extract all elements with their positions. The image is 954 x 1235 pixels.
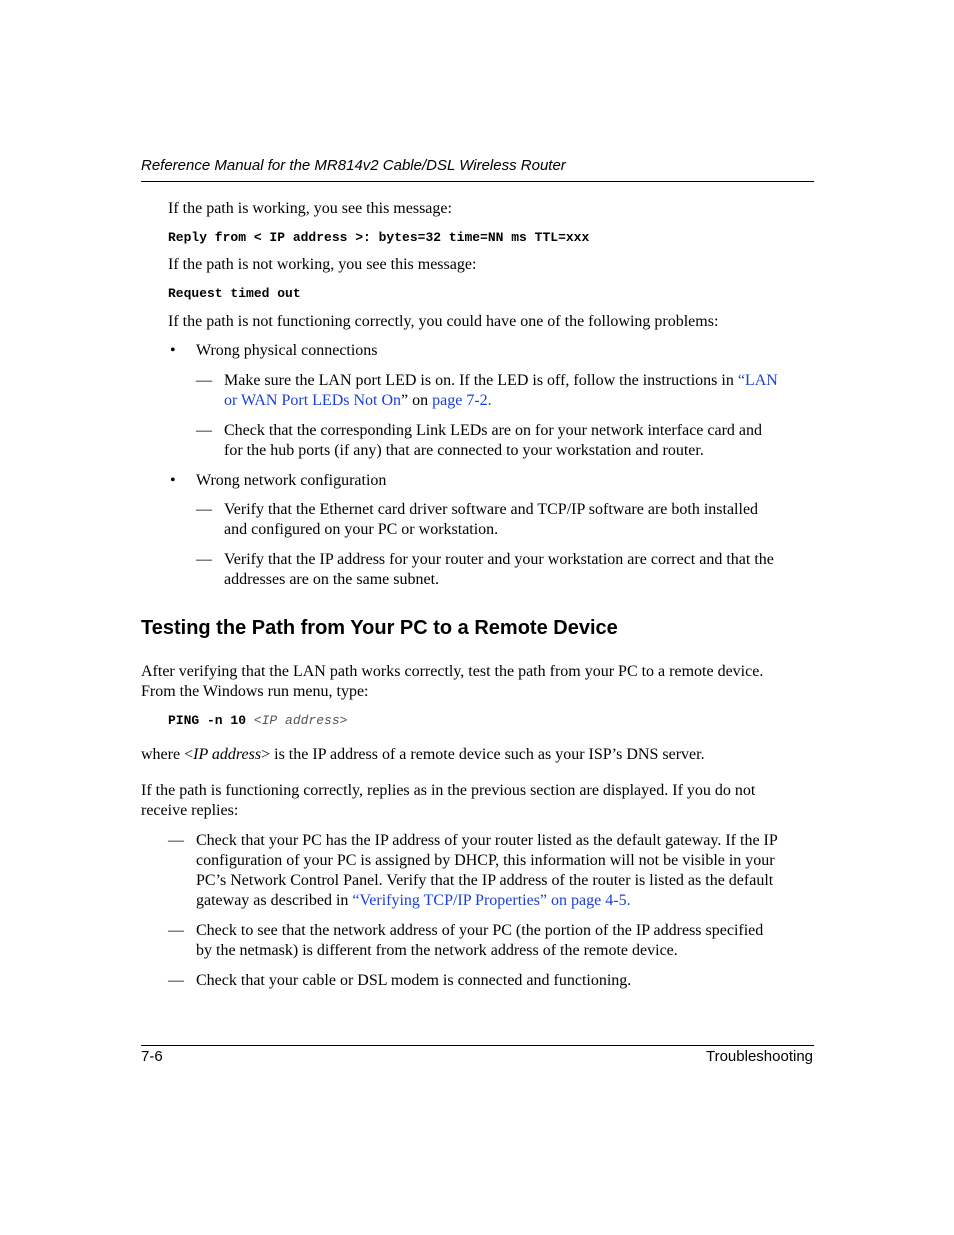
header-rule — [141, 181, 814, 182]
dash-item: Make sure the LAN port LED is on. If the LED is off, follow the instructions in “LAN or WAN Port LEDs Not On” on page 7-2. — [224, 372, 778, 409]
running-header: Reference Manual for the MR814v2 Cable/DSL Wireless Router — [141, 157, 566, 174]
code-line: PING -n 10 <IP address> — [168, 713, 348, 728]
link-lan-wan-leds[interactable]: “LAN — [737, 372, 778, 389]
dash-item: Check that the corresponding Link LEDs are on for your network interface card and for the hub ports (if any) that are connected to your workstation and router. — [224, 422, 763, 459]
link-page-7-2[interactable]: page 7-2 — [432, 392, 488, 409]
footer-rule — [141, 1045, 814, 1046]
page-number: 7-6 — [141, 1048, 163, 1065]
dash-item: Check that your cable or DSL modem is connected and functioning. — [196, 972, 632, 989]
link-lan-wan-leds[interactable]: or WAN Port LEDs Not On — [224, 392, 402, 409]
dash-glyph: — — [168, 972, 184, 989]
paragraph: If the path is not functioning correctly, you could have one of the following problems: — [168, 313, 719, 330]
link-verifying-tcpip[interactable]: “Verifying TCP/IP Properties” on page 4-5 — [352, 892, 627, 909]
code-line: Reply from < IP address >: bytes=32 time=NN ms TTL=xxx — [168, 230, 590, 245]
dash-glyph: — — [168, 922, 184, 939]
paragraph: If the path is not working, you see this message: — [168, 256, 477, 273]
chapter-name: Troubleshooting — [705, 1048, 813, 1065]
bullet-item: Wrong network configuration — [196, 472, 387, 489]
section-heading: Testing the Path from Your PC to a Remote Device — [141, 617, 618, 639]
dash-item: Check to see that the network address of your PC (the portion of the IP address specified by the netmask) is different from the network address of the remote device. — [196, 922, 764, 959]
dash-item: Verify that the IP address for your router and your workstation are correct and that the addresses are on the same subnet. — [224, 551, 774, 588]
code-line: Request timed out — [168, 286, 301, 301]
dash-glyph: — — [196, 501, 212, 518]
dash-item: Verify that the Ethernet card driver software and TCP/IP software are both installed and configured on your PC or workstation. — [224, 501, 759, 538]
dash-item: Check that your PC has the IP address of your router listed as the default gateway. If the IP configuration of your PC is assigned by DHCP, this information will not be visible in your PC’s Network Control Panel. Verify that the IP address of the router is listed as the default gateway as described in “Verifying TCP/IP Properties” on page 4-5. — [196, 832, 778, 909]
dash-glyph: — — [196, 422, 212, 439]
paragraph: If the path is functioning correctly, replies as in the previous section are displayed. If you do not receive replies: — [141, 782, 756, 819]
bullet-glyph: • — [170, 472, 176, 489]
bullet-glyph: • — [170, 342, 176, 359]
paragraph: If the path is working, you see this message: — [168, 200, 452, 217]
paragraph: After verifying that the LAN path works correctly, test the path from your PC to a remote device. From the Windows run menu, type: — [141, 663, 764, 700]
dash-glyph: — — [196, 372, 212, 389]
bullet-item: Wrong physical connections — [196, 342, 378, 359]
dash-glyph: — — [196, 551, 212, 568]
dash-glyph: — — [168, 832, 184, 849]
paragraph: where <IP address> is the IP address of a remote device such as your ISP’s DNS server. — [141, 746, 705, 763]
